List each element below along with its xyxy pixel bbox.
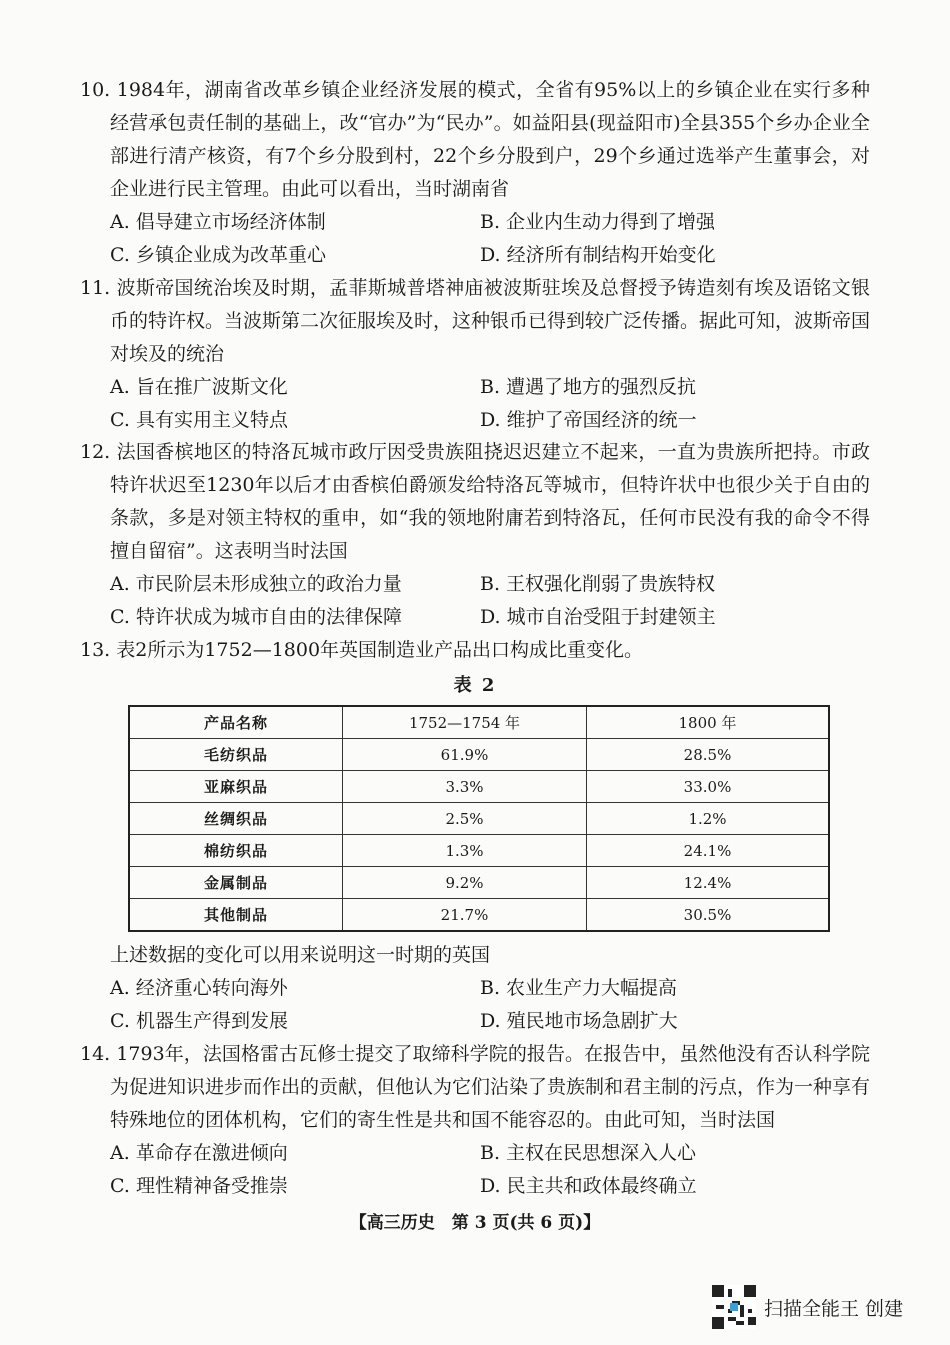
export-table — [128, 705, 830, 932]
header-product: 产品名称 — [129, 706, 343, 739]
cell-product: 丝绸织品 — [129, 803, 343, 835]
watermark-text: 扫描全能王 创建 — [764, 1297, 904, 1320]
option-d: D. 城市自治受阻于封建领主 — [480, 606, 716, 628]
question-stem: 14. 1793年，法国格雷古瓦修士提交了取缔科学院的报告。在报告中，虽然他没有否认科学院为促进知识进步而作出的贡献，但他认为它们沾染了贵族制和君主制的污点，作为一种享有特殊地位的团体机构，它们的寄生性是共和国不能容忍的。由此可知，当时法国 — [80, 1043, 871, 1131]
option-b: B. 农业生产力大幅提高 — [480, 977, 678, 999]
question-stem: 11. 波斯帝国统治埃及时期，孟菲斯城普塔神庙被波斯驻埃及总督授予铸造刻有埃及语铭文银币的特许权。当波斯第二次征服埃及时，这种银币已得到较广泛传播。据此可知，波斯帝国对埃及的统治 — [80, 277, 871, 365]
question-12 — [80, 436, 870, 634]
table-header-row — [129, 706, 829, 739]
option-c: C. 理性精神备受推崇 — [110, 1175, 288, 1197]
cell-1752: 61.9% — [343, 739, 587, 771]
option-c: C. 特许状成为城市自由的法律保障 — [110, 606, 402, 628]
option-d: D. 经济所有制结构开始变化 — [480, 244, 716, 266]
cell-1800: 30.5% — [587, 899, 830, 932]
cell-product: 棉纺织品 — [129, 835, 343, 867]
option-a: A. 倡导建立市场经济体制 — [110, 211, 326, 233]
cell-1752: 1.3% — [343, 835, 587, 867]
option-a: A. 市民阶层未形成独立的政治力量 — [110, 573, 402, 595]
table-row — [129, 867, 829, 899]
cell-product: 其他制品 — [129, 899, 343, 932]
question-stem: 12. 法国香槟地区的特洛瓦城市政厅因受贵族阻挠迟迟建立不起来，一直为贵族所把持。市政特许状迟至1230年以后才由香槟伯爵颁发给特洛瓦等城市，但特许状中也很少关于自由的条款，多是对领主特权的重申，如“我的领地附庸若到特洛瓦，任何市民没有我的命令不得擅自留宿”。这表明当时法国 — [80, 441, 870, 562]
question-14 — [80, 1038, 870, 1203]
question-stem: 13. 表2所示为1752—1800年英国制造业产品出口构成比重变化。 — [80, 639, 644, 661]
table-row — [129, 771, 829, 803]
question-10 — [80, 74, 870, 272]
cell-1800: 33.0% — [587, 771, 830, 803]
table-row — [129, 803, 829, 835]
cell-product: 毛纺织品 — [129, 739, 343, 771]
table-row — [129, 899, 829, 932]
question-11 — [80, 272, 870, 437]
question-stem: 10. 1984年，湖南省改革乡镇企业经济发展的模式，全省有95%以上的乡镇企业在实行多种经营承包责任制的基础上，改“官办”为“民办”。如益阳县(现益阳市)全县355个乡办企业全部进行清产核资，有7个乡分股到村，22个乡分股到户，29个乡通过选举产生董事会，对企业进行民主管理。由此可以看出，当时湖南省 — [80, 79, 870, 200]
question-followup: 上述数据的变化可以用来说明这一时期的英国 — [110, 944, 491, 966]
cell-1800: 1.2% — [587, 803, 830, 835]
option-a: A. 革命存在激进倾向 — [110, 1142, 288, 1164]
cell-1800: 12.4% — [587, 867, 830, 899]
question-13-continued — [80, 939, 870, 1038]
question-13 — [80, 634, 870, 667]
cell-1752: 3.3% — [343, 771, 587, 803]
qr-code-icon — [712, 1285, 756, 1329]
table-row — [129, 835, 829, 867]
option-b: B. 王权强化削弱了贵族特权 — [480, 573, 716, 595]
cell-1800: 24.1% — [587, 835, 830, 867]
cell-product: 金属制品 — [129, 867, 343, 899]
header-1800: 1800 年 — [587, 706, 830, 739]
option-c: C. 机器生产得到发展 — [110, 1010, 288, 1032]
option-c: C. 乡镇企业成为改革重心 — [110, 244, 326, 266]
option-c: C. 具有实用主义特点 — [110, 409, 288, 431]
cell-1752: 2.5% — [343, 803, 587, 835]
cell-1800: 28.5% — [587, 739, 830, 771]
option-d: D. 民主共和政体最终确立 — [480, 1175, 697, 1197]
option-d: D. 殖民地市场急剧扩大 — [480, 1010, 678, 1032]
page-footer: 【高三历史 第 3 页(共 6 页)】 — [349, 1213, 601, 1233]
option-a: A. 经济重心转向海外 — [110, 977, 288, 999]
option-d: D. 维护了帝国经济的统一 — [480, 409, 697, 431]
header-1752: 1752—1754 年 — [343, 706, 587, 739]
option-b: B. 遭遇了地方的强烈反抗 — [480, 376, 697, 398]
cell-1752: 21.7% — [343, 899, 587, 932]
cell-1752: 9.2% — [343, 867, 587, 899]
option-a: A. 旨在推广波斯文化 — [110, 376, 288, 398]
option-b: B. 主权在民思想深入人心 — [480, 1142, 697, 1164]
table-row — [129, 739, 829, 771]
option-b: B. 企业内生动力得到了增强 — [480, 211, 716, 233]
scanner-watermark — [712, 1285, 903, 1329]
cell-product: 亚麻织品 — [129, 771, 343, 803]
table-caption: 表 2 — [453, 675, 497, 696]
